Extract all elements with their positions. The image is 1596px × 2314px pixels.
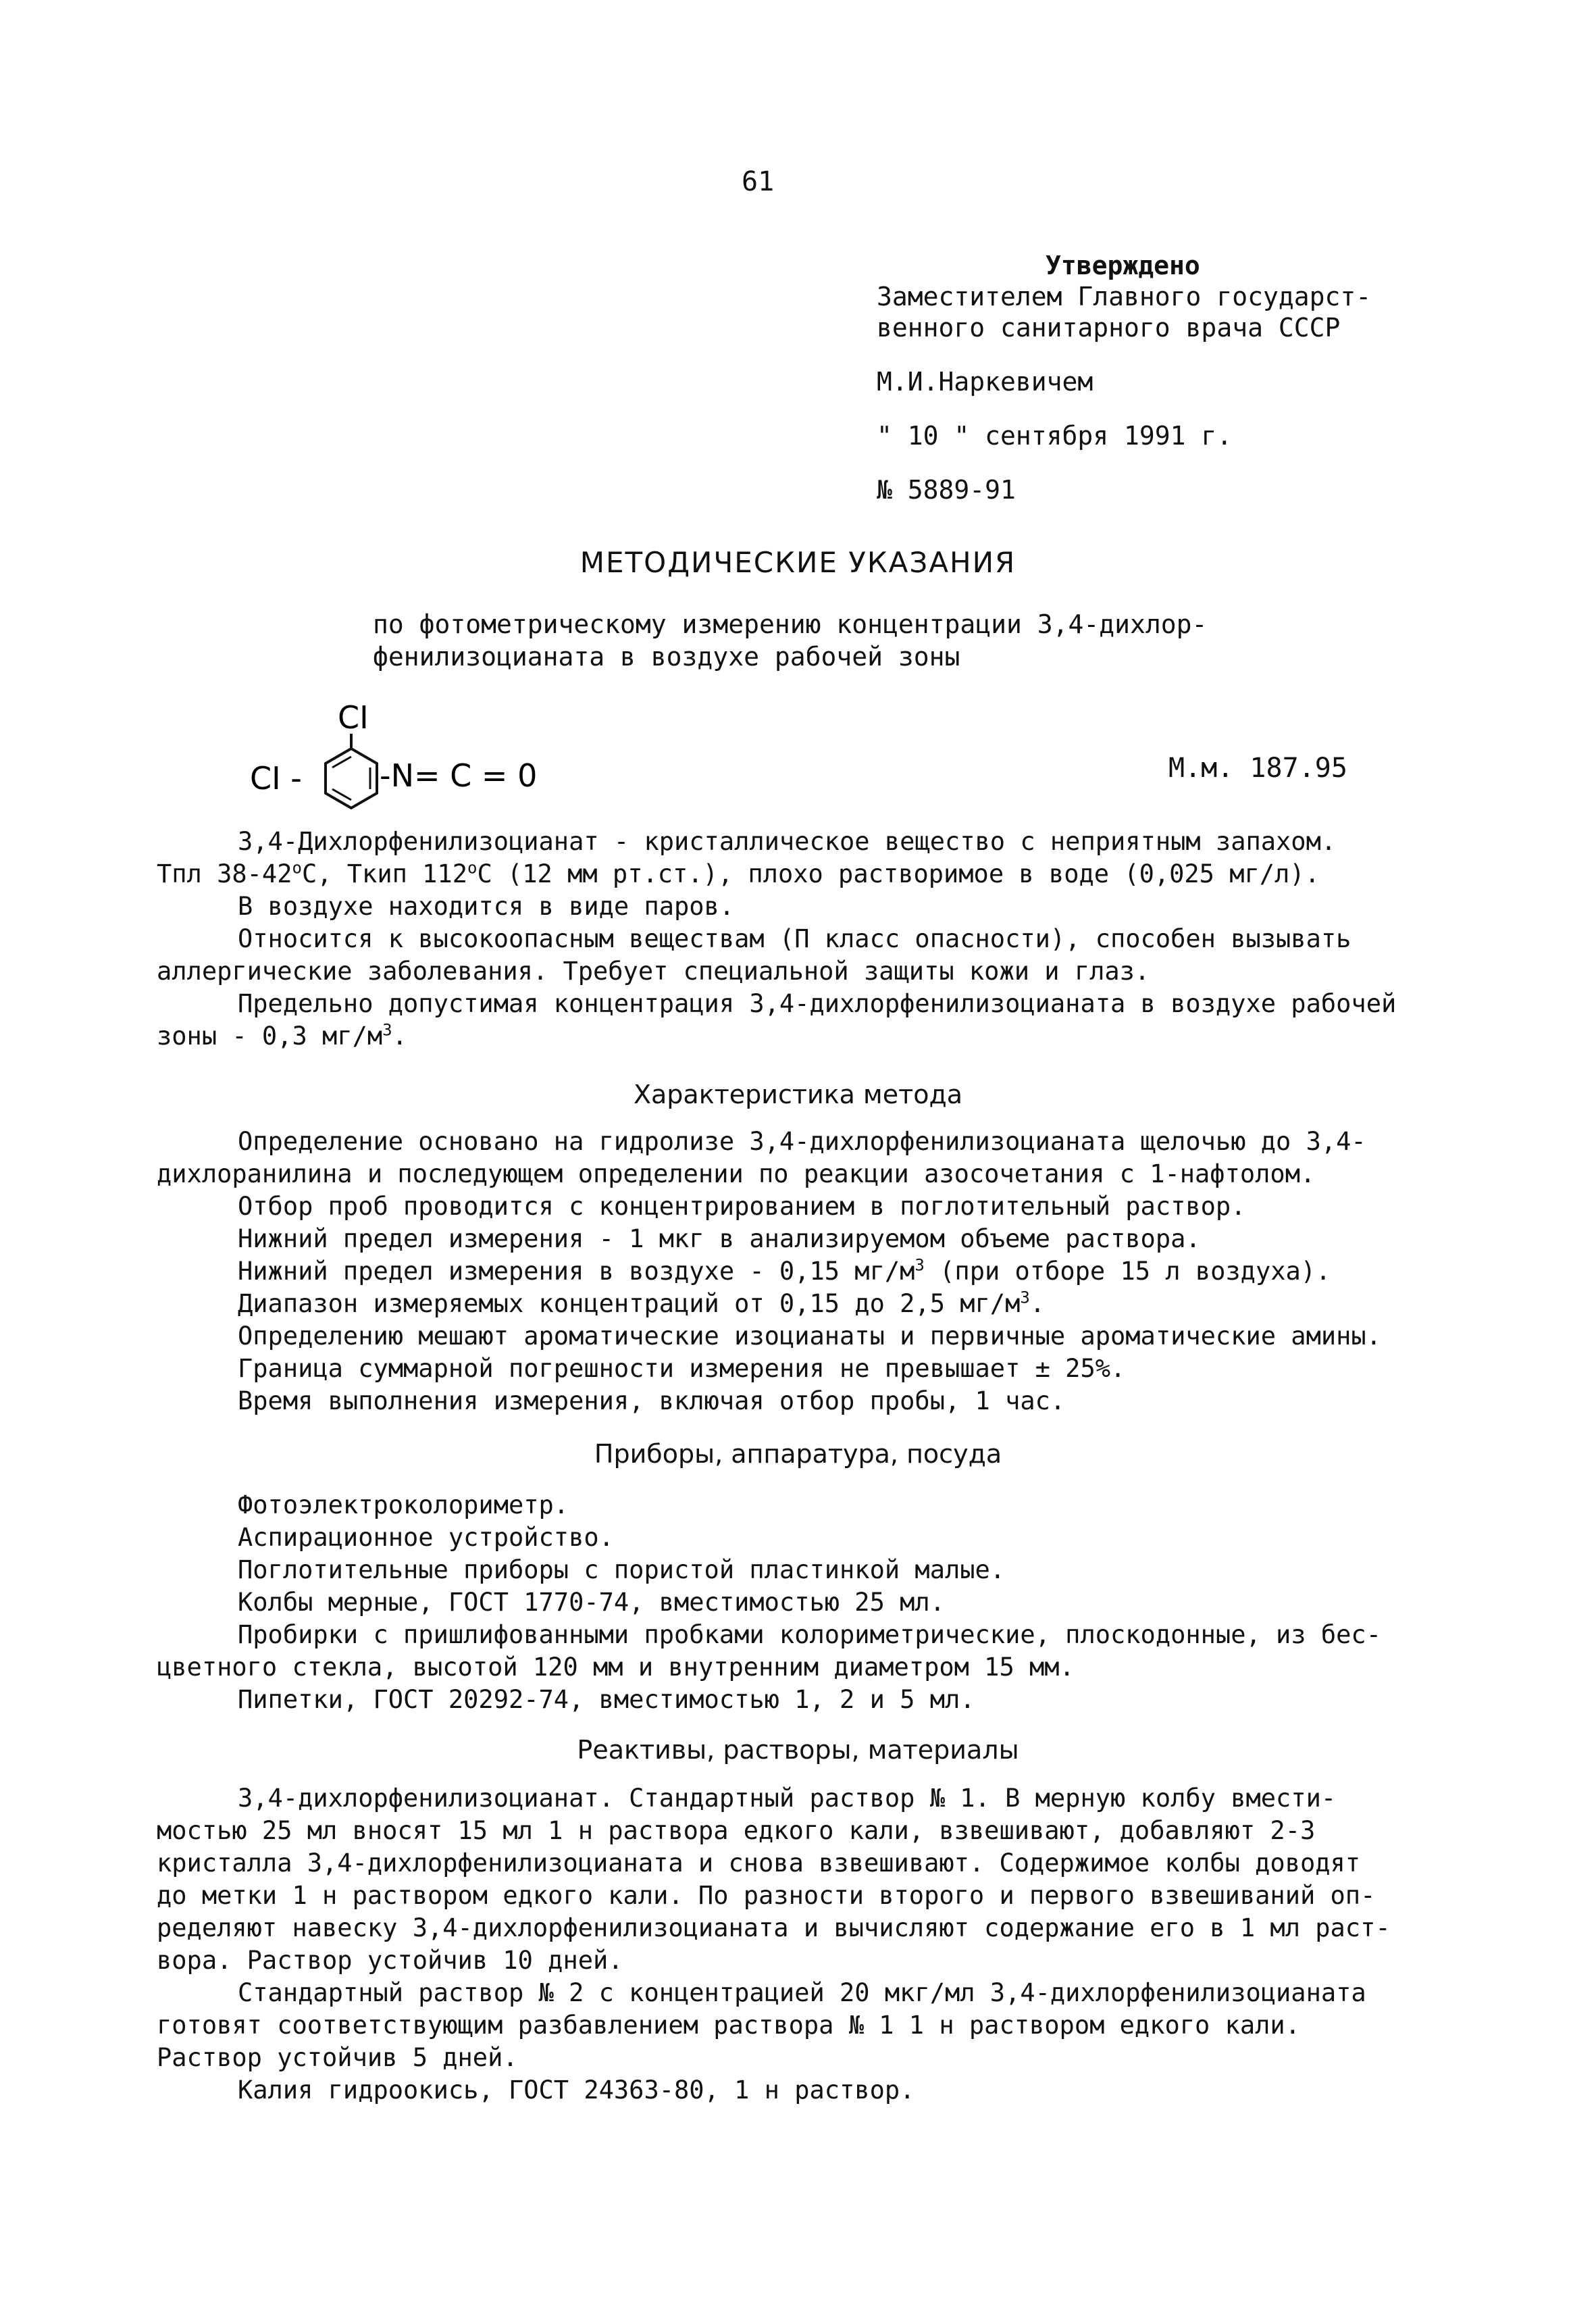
reagents-line: вора. Раствор устойчив 10 дней. <box>157 1946 623 1975</box>
equipment-line: цветного стекла, высотой 120 мм и внутренним диаметром 15 мм. <box>157 1653 1075 1682</box>
page-number: 61 <box>742 166 775 197</box>
method-line: Граница суммарной погрешности измерения не превышает ± 25%. <box>238 1354 1126 1383</box>
approval-heading: Утверждено <box>1046 251 1200 280</box>
reagents-line: до метки 1 н раствором едкого кали. По разности второго и первого взвешиваний оп- <box>157 1881 1376 1910</box>
intro-line: В воздухе находится в виде паров. <box>238 892 735 921</box>
equipment-heading: Приборы, аппаратура, посуда <box>594 1439 1002 1469</box>
approval-by-line-2: венного санитарного врача СССР <box>877 313 1341 343</box>
reagents-line: Калия гидроокись, ГОСТ 24363-80, 1 н раствор. <box>238 2076 915 2105</box>
approval-date: " 10 " сентября 1991 г. <box>877 421 1233 451</box>
intro-line: Относится к высокоопасным веществам (П класс опасности), способен вызывать <box>238 924 1352 953</box>
intro-line: зоны - 0,3 $мг/м^3$. <box>157 1020 407 1051</box>
approval-signatory: М.И.Наркевичем <box>877 367 1093 397</box>
method-line: Диапазон измеряемых концентраций от 0,15 до 2,5 $мг/м^3$. <box>238 1288 1046 1318</box>
reagents-heading: Реактивы, растворы, материалы <box>577 1735 1019 1765</box>
document-subtitle <box>373 608 1207 673</box>
intro-line: 3,4-Дихлорфенилизоцианат - кристаллическое вещество с неприятным запахом. <box>238 827 1337 856</box>
method-line: дихлоранилина и последующем определении по реакции азосочетания с 1-нафтолом. <box>157 1159 1316 1188</box>
method-line: Отбор проб проводится с концентрированием в поглотительный раствор. <box>238 1192 1246 1221</box>
document-title: МЕТОДИЧЕСКИЕ УКАЗАНИЯ <box>580 546 1016 579</box>
equipment-section <box>157 1489 1481 1716</box>
approval-block <box>877 250 1485 505</box>
intro-line: Предельно допустимая концентрация 3,4-дихлорфенилизоцианата в воздухе рабочей <box>238 989 1397 1018</box>
equipment-line: Аспирационное устройство. <box>238 1523 614 1552</box>
approval-number: № 5889-91 <box>877 475 1016 505</box>
method-line: Определение основано на гидролизе 3,4-дихлорфенилизоцианата щелочью до 3,4- <box>238 1127 1366 1156</box>
reagents-line: ределяют навеску 3,4-дихлорфенилизоцианата и вычисляют содержание его в 1 мл раст- <box>157 1913 1391 1942</box>
intro-line: аллергические заболевания. Требует специальной защиты кожи и глаз. <box>157 957 1150 986</box>
equipment-line: Фотоэлектроколориметр. <box>238 1490 569 1519</box>
formula-cl-top: CI <box>338 699 369 736</box>
reagents-line: Раствор устойчив 5 дней. <box>157 2043 518 2072</box>
method-section <box>157 1126 1481 1417</box>
equipment-line: Колбы мерные, ГОСТ 1770-74, вместимостью 25 мл. <box>238 1588 945 1617</box>
equipment-line: Пипетки, ГОСТ 20292-74, вместимостью 1, 2 и 5 мл. <box>238 1685 975 1714</box>
structural-formula <box>250 695 628 823</box>
approval-by-line-1: Заместителем Главного государст- <box>877 282 1372 311</box>
formula-tail: -N= C = 0 <box>380 757 538 794</box>
reagents-line: мостью 25 мл вносят 15 мл 1 н раствора едкого кали, взвешивают, добавляют 2-3 <box>157 1816 1316 1845</box>
reagents-line: готовят соответствующим разбавлением раствора № 1 1 н раствором едкого кали. <box>157 2011 1300 2040</box>
molecular-mass: М.м. 187.95 <box>1168 753 1347 784</box>
reagents-line: Стандартный раствор № 2 с концентрацией 20 мкг/мл 3,4-дихлорфенилизоцианата <box>238 1978 1366 2007</box>
method-heading: Характеристика метода <box>633 1080 963 1109</box>
subtitle-line-1: по фотометрическому измерению концентрации 3,4-дихлор- <box>373 609 1208 639</box>
reagents-line: 3,4-дихлорфенилизоцианат. Стандартный раствор № 1. В мерную колбу вмести- <box>238 1784 1337 1813</box>
method-line: Нижний предел измерения - 1 мкг в анализируемом объеме раствора. <box>238 1224 1201 1253</box>
reagents-line: кристалла 3,4-дихлорфенилизоцианата и снова взвешивают. Содержимое колбы доводят <box>157 1848 1361 1878</box>
intro-line: Тпл $38-42^оC$, Ткип $112^оC$ (12 мм рт.ст.), плохо растворимое в воде (0,025 мг/л). <box>157 858 1320 888</box>
equipment-line: Поглотительные приборы с пористой пластинкой малые. <box>238 1555 1006 1584</box>
method-line: Время выполнения измерения, включая отбор пробы, 1 час. <box>238 1386 1066 1415</box>
subtitle-line-2: фенилизоцианата в воздухе рабочей зоны <box>373 642 960 672</box>
method-line: Нижний предел измерения в воздухе - 0,15 $мг/м^3$ (при отборе 15 л воздуха). <box>238 1255 1331 1286</box>
reagents-section <box>157 1782 1481 2107</box>
formula-cl-left: CI - <box>250 760 302 797</box>
method-line: Определению мешают ароматические изоцианаты и первичные ароматические амины. <box>238 1322 1381 1351</box>
intro-section <box>157 826 1481 1053</box>
equipment-line: Пробирки с пришлифованными пробками колориметрические, плоскодонные, из бес- <box>238 1620 1381 1649</box>
